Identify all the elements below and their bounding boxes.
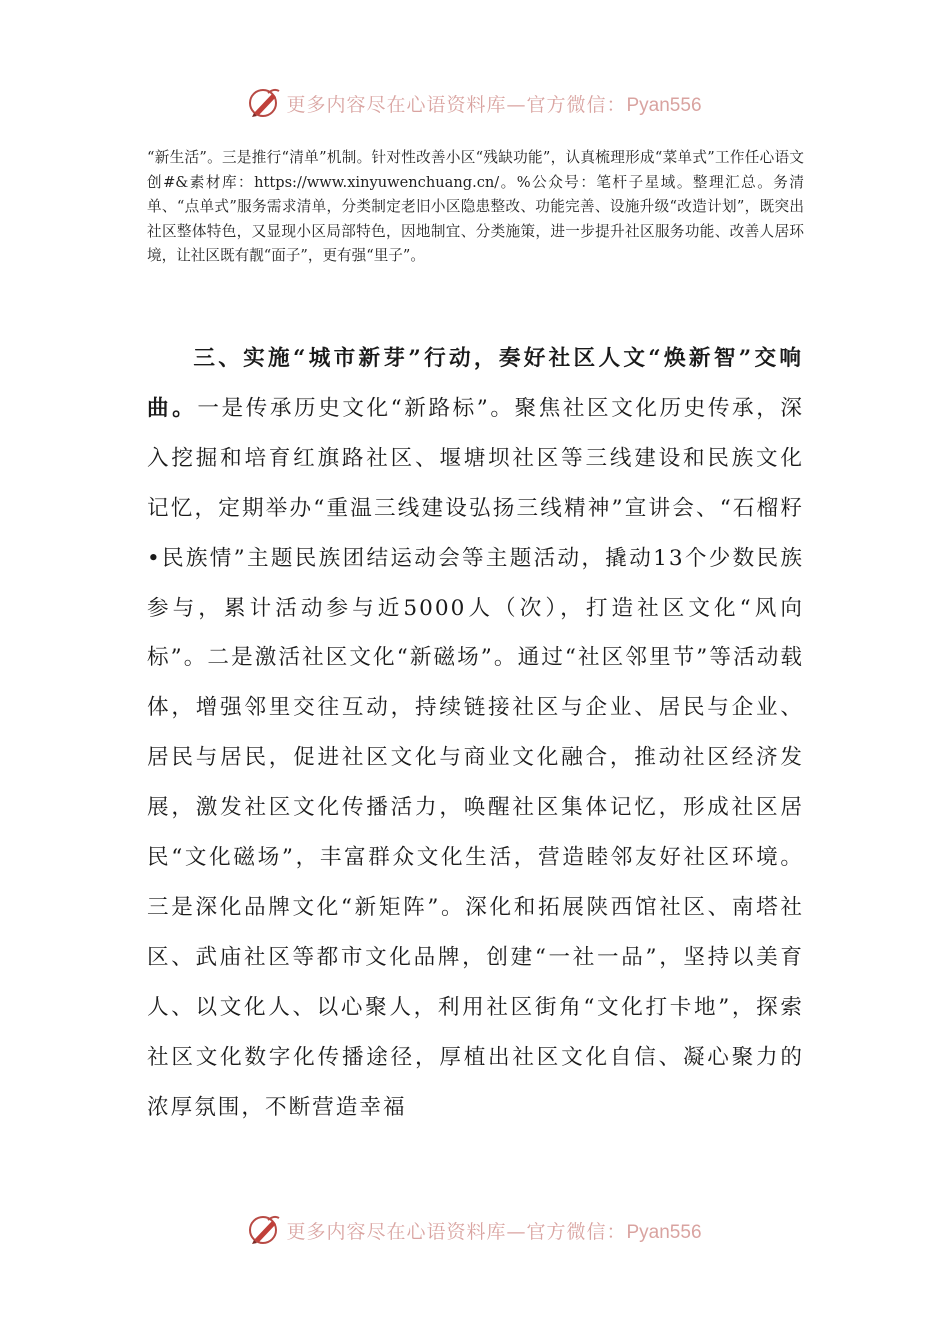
pen-logo-icon (248, 86, 282, 120)
section-body: 一是传承历史文化“新路标”。聚焦社区文化历史传承，深入挖掘和培育红旗路社区、堰塘坝社区等三线建设和民族文化记忆，定期举办“重温三线建设弘扬三线精神”宣讲会、“石榴籽•民族情”主题民族团结运动会等主题活动，撬动13个少数民族参与，累计活动参与近5000人（次），打造社区文化“风向标”。二是激活社区文化“新磁场”。通过“社区邻里节”等活动载体，增强邻里交往互动，持续链接社区与企业、居民与企业、居民与居民，促进社区文化与商业文化融合，推动社区经济发展，激发社区文化传播活力，唤醒社区集体记忆，形成社区居民“文化磁场”，丰富群众文化生活，营造睦邻友好社区环境。三是深化品牌文化“新矩阵”。深化和拓展陕西馆社区、南塔社区、武庙社区等都市文化品牌，创建“一社一品”，坚持以美育人、以文化人、以心聚人，利用社区街角“文化打卡地”，探索社区文化数字化传播途径，厚植出社区文化自信、凝心聚力的浓厚氛围，不断营造幸福 (147, 395, 804, 1120)
watermark-header (0, 86, 950, 120)
watermark-text: 更多内容尽在心语资料库—官方微信：Pyan556 (286, 1220, 702, 1243)
watermark-text: 更多内容尽在心语资料库—官方微信：Pyan556 (286, 93, 702, 116)
small-paragraph: “新生活”。三是推行“清单”机制。针对性改善小区“残缺功能”，认真梳理形成“菜单式”工作任心语文创#&素材库：https://www.xinyuwenchuang.cn/。%公众号：笔杆子星域。整理汇总。务清单、“点单式”服务需求清单，分类制定老旧小区隐患整改、功能完善、设施升级“改造计划”，既突出社区整体特色，又显现小区局部特色，因地制宜、分类施策，进一步提升社区服务功能、改善人居环境，让社区既有靓“面子”，更有强“里子”。 (147, 149, 804, 265)
pen-logo-icon (248, 1213, 282, 1247)
main-paragraph (147, 334, 804, 1133)
section-heading: 三、实施“城市新芽”行动，奏好社区人文“焕新智”交响曲。 (147, 346, 804, 421)
watermark-footer (0, 1213, 950, 1247)
